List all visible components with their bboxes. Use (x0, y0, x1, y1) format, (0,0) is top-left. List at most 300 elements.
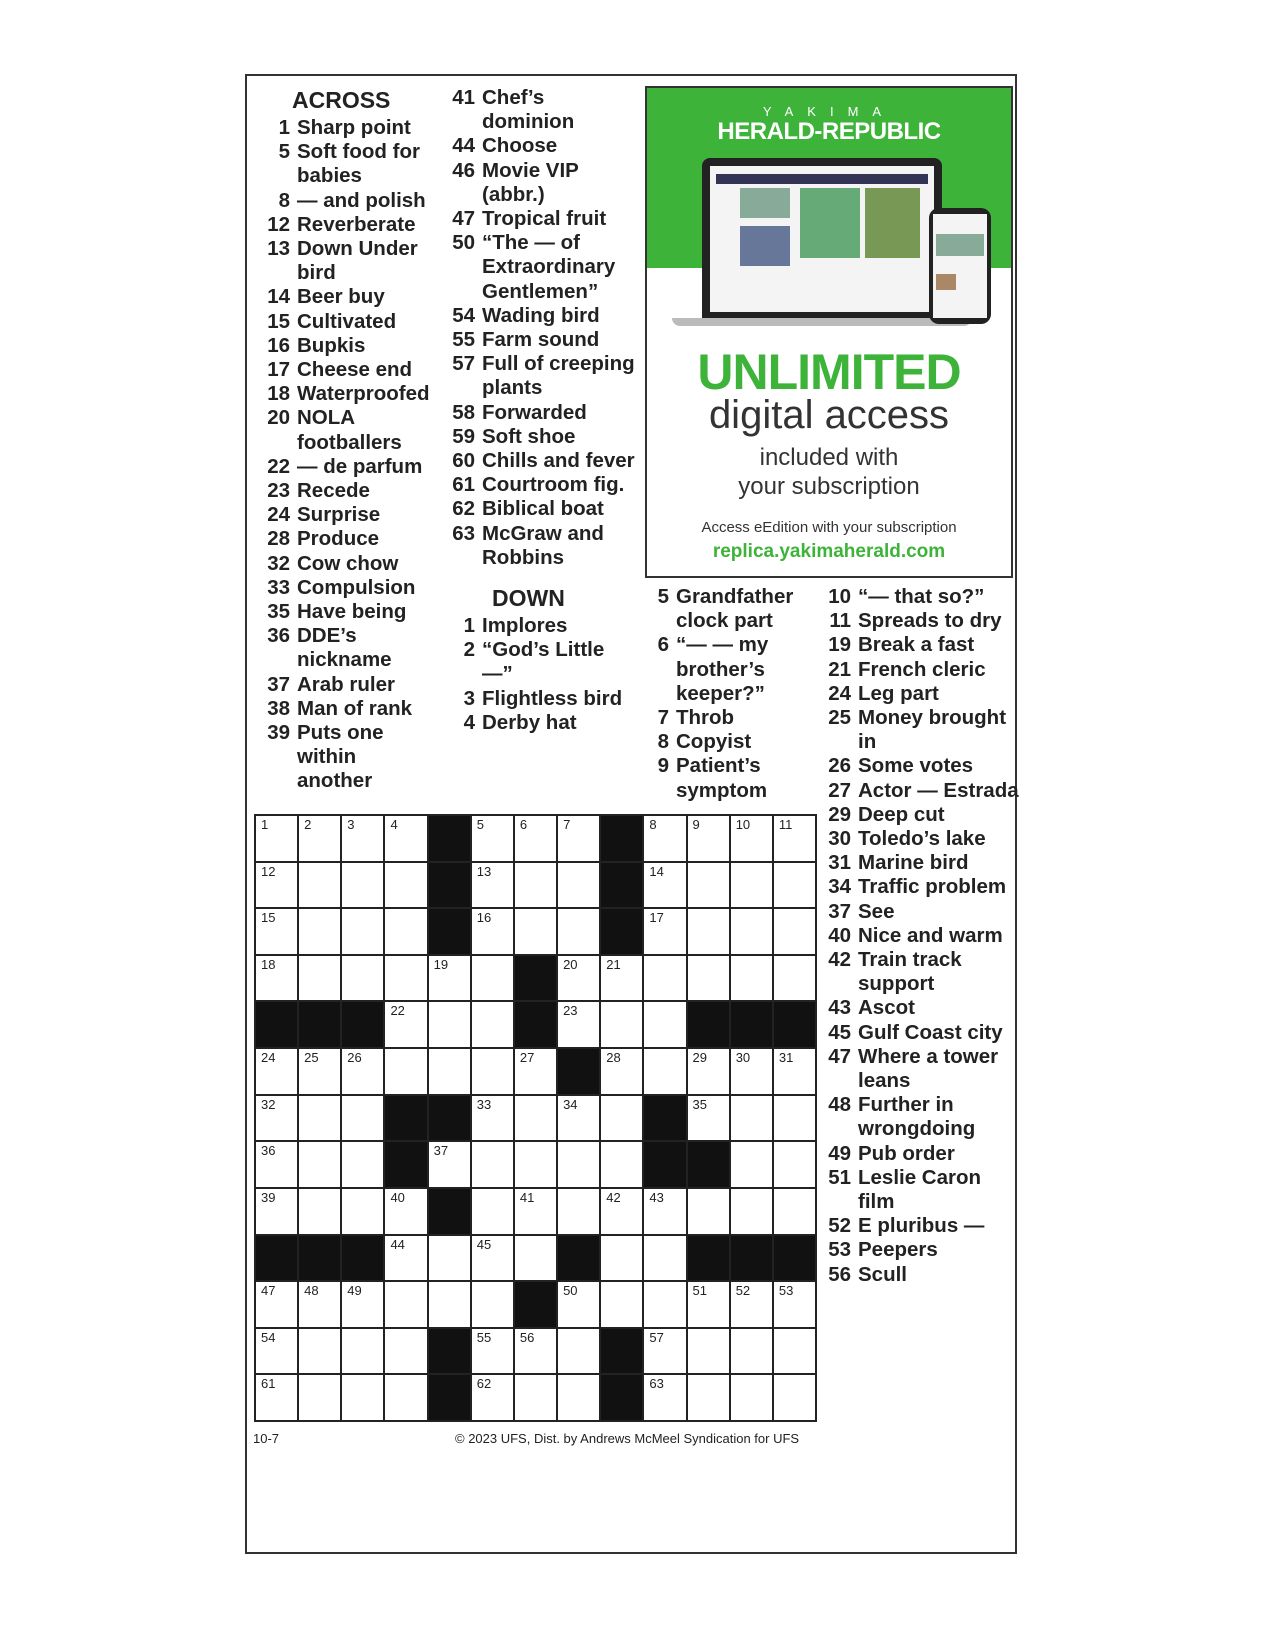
grid-cell[interactable] (558, 816, 599, 861)
clue-item[interactable] (823, 658, 1023, 682)
grid-block (429, 1189, 470, 1234)
down-header: DOWN (492, 585, 565, 612)
grid-cell[interactable] (688, 816, 729, 861)
grid-block (342, 1002, 383, 1047)
clue-text: “— — my brother’s keeper?” (676, 633, 769, 705)
clue-item[interactable] (641, 730, 816, 754)
cell-number: 45 (476, 1236, 492, 1252)
grid-cell[interactable] (644, 1329, 685, 1374)
clue-item[interactable] (447, 497, 637, 521)
clue-number: 54 (452, 303, 475, 327)
grid-cell[interactable] (644, 956, 685, 1001)
clue-item[interactable] (262, 334, 432, 358)
clue-number: 8 (657, 730, 669, 754)
grid-cell[interactable] (731, 863, 772, 908)
clue-item[interactable] (823, 585, 1023, 609)
grid-cell[interactable] (688, 1282, 729, 1327)
clue-item[interactable] (641, 585, 816, 633)
grid-block (601, 816, 642, 861)
grid-cell[interactable] (774, 1096, 815, 1141)
clue-item[interactable] (823, 1142, 1023, 1166)
grid-cell[interactable] (472, 1189, 513, 1234)
cell-number: 40 (390, 1189, 405, 1205)
clue-item[interactable] (447, 638, 637, 686)
clue-text: Break a fast (858, 633, 975, 657)
clue-item[interactable] (262, 189, 432, 213)
clue-item[interactable] (447, 207, 637, 231)
grid-cell[interactable] (774, 1282, 815, 1327)
clue-text: Flightless bird (482, 686, 623, 710)
grid-cell[interactable] (601, 1236, 642, 1281)
grid-cell[interactable] (299, 816, 340, 861)
clue-item[interactable] (262, 310, 432, 334)
clue-item[interactable] (823, 682, 1023, 706)
clue-number: 51 (828, 1165, 851, 1189)
grid-block (299, 1236, 340, 1281)
grid-cell[interactable] (688, 1375, 729, 1420)
clue-item[interactable] (262, 116, 432, 140)
grid-cell[interactable] (256, 1096, 297, 1141)
cell-number: 32 (261, 1096, 276, 1112)
grid-cell[interactable] (515, 909, 556, 954)
grid-cell[interactable] (558, 863, 599, 908)
grid-cell[interactable] (385, 816, 426, 861)
clue-item[interactable] (823, 827, 1023, 851)
clue-item[interactable] (447, 328, 637, 352)
grid-cell[interactable] (774, 956, 815, 1001)
cell-number: 15 (261, 910, 276, 926)
grid-cell[interactable] (472, 816, 513, 861)
grid-cell[interactable] (299, 1096, 340, 1141)
grid-cell[interactable] (644, 1236, 685, 1281)
clue-item[interactable] (262, 455, 432, 479)
clue-item[interactable] (262, 406, 432, 454)
cell-number: 20 (563, 956, 578, 972)
cell-number: 9 (692, 817, 700, 832)
clue-item[interactable] (823, 1263, 1023, 1287)
clue-text: Gulf Coast city (858, 1020, 1003, 1044)
grid-cell[interactable] (774, 1329, 815, 1374)
grid-cell[interactable] (731, 1329, 772, 1374)
clue-number: 37 (828, 899, 851, 923)
grid-cell[interactable] (472, 1282, 513, 1327)
ad-included-line1: included with (759, 444, 899, 471)
grid-cell[interactable] (385, 1329, 426, 1374)
clue-item[interactable] (262, 237, 432, 285)
grid-cell[interactable] (342, 1189, 383, 1234)
clue-text: Bupkis (297, 333, 366, 357)
clue-text: Patient’s symptom (676, 754, 768, 802)
clue-item[interactable] (262, 285, 432, 309)
grid-cell[interactable] (472, 909, 513, 954)
grid-cell[interactable] (299, 1375, 340, 1420)
clue-item[interactable] (823, 609, 1023, 633)
grid-cell[interactable] (601, 1282, 642, 1327)
grid-cell[interactable] (256, 909, 297, 954)
grid-cell[interactable] (601, 1002, 642, 1047)
grid-block (256, 1002, 297, 1047)
grid-cell[interactable] (472, 1049, 513, 1094)
clue-item[interactable] (823, 754, 1023, 778)
cell-number: 11 (778, 817, 793, 832)
grid-cell[interactable] (731, 1282, 772, 1327)
clue-item[interactable] (641, 754, 816, 802)
ad-brand-top: YAKIMA (762, 104, 896, 119)
clue-number: 38 (267, 696, 290, 720)
clue-number: 23 (267, 479, 290, 503)
grid-cell[interactable] (558, 909, 599, 954)
grid-cell[interactable] (558, 956, 599, 1001)
clue-number: 3 (463, 686, 475, 710)
grid-cell[interactable] (688, 909, 729, 954)
clue-text: Produce (297, 527, 380, 551)
grid-cell[interactable] (515, 1049, 556, 1094)
ad-unlimited: UNLIMITED (697, 344, 961, 400)
grid-cell[interactable] (731, 1189, 772, 1234)
clue-item[interactable] (262, 624, 432, 672)
cell-number: 63 (649, 1376, 664, 1392)
cell-number: 47 (261, 1283, 276, 1299)
clue-text: Have being (297, 600, 407, 624)
grid-cell[interactable] (688, 863, 729, 908)
clue-text: — de parfum (297, 454, 423, 478)
grid-block (515, 1282, 556, 1327)
clue-item[interactable] (262, 213, 432, 237)
grid-cell[interactable] (385, 1375, 426, 1420)
copyright-notice: © 2023 UFS, Dist. by Andrews McMeel Syndication for UFS (455, 1431, 800, 1446)
clue-item[interactable] (447, 449, 637, 473)
clue-text: Soft shoe (482, 424, 576, 448)
grid-cell[interactable] (774, 863, 815, 908)
grid-cell[interactable] (601, 956, 642, 1001)
cell-number: 1 (261, 817, 269, 832)
clue-item[interactable] (262, 673, 432, 697)
grid-cell[interactable] (342, 1375, 383, 1420)
clue-item[interactable] (823, 996, 1023, 1020)
grid-cell[interactable] (688, 956, 729, 1001)
grid-block (688, 1236, 729, 1281)
grid-cell[interactable] (688, 1189, 729, 1234)
grid-block (385, 1142, 426, 1187)
grid-cell[interactable] (731, 816, 772, 861)
clue-item[interactable] (823, 1166, 1023, 1214)
clue-number: 13 (267, 237, 290, 261)
clue-item[interactable] (823, 1021, 1023, 1045)
clue-item[interactable] (262, 576, 432, 600)
clue-item[interactable] (823, 1093, 1023, 1141)
grid-cell[interactable] (558, 1189, 599, 1234)
grid-block (429, 863, 470, 908)
grid-cell[interactable] (342, 1142, 383, 1187)
grid-cell[interactable] (429, 1002, 470, 1047)
grid-cell[interactable] (515, 863, 556, 908)
grid-cell[interactable] (558, 1375, 599, 1420)
clue-number: 27 (828, 778, 851, 802)
clue-item[interactable] (262, 140, 432, 188)
clue-item[interactable] (823, 779, 1023, 803)
clue-item[interactable] (447, 134, 637, 158)
clue-item[interactable] (447, 401, 637, 425)
grid-cell[interactable] (342, 816, 383, 861)
clue-number: 60 (452, 449, 475, 473)
clue-item[interactable] (823, 706, 1023, 754)
clue-text: Tropical fruit (482, 207, 607, 231)
clue-number: 25 (828, 706, 851, 730)
grid-cell[interactable] (429, 1049, 470, 1094)
clue-item[interactable] (447, 231, 637, 304)
grid-cell[interactable] (299, 1282, 340, 1327)
clue-item[interactable] (262, 479, 432, 503)
clue-text: Reverberate (297, 212, 416, 236)
cell-number: 8 (649, 817, 657, 832)
grid-cell[interactable] (342, 1049, 383, 1094)
grid-cell[interactable] (558, 1142, 599, 1187)
grid-cell[interactable] (385, 1049, 426, 1094)
cell-number: 29 (692, 1050, 707, 1066)
grid-cell[interactable] (731, 956, 772, 1001)
grid-cell[interactable] (774, 1142, 815, 1187)
grid-cell[interactable] (515, 1236, 556, 1281)
cell-number: 31 (778, 1050, 794, 1066)
grid-cell[interactable] (342, 863, 383, 908)
grid-cell[interactable] (601, 1049, 642, 1094)
ad-included (647, 443, 1011, 501)
grid-cell[interactable] (688, 1049, 729, 1094)
cell-number: 61 (261, 1376, 276, 1392)
clue-item[interactable] (447, 425, 637, 449)
clue-item[interactable] (823, 1238, 1023, 1262)
clue-text: E pluribus — (858, 1214, 985, 1238)
grid-cell[interactable] (385, 1236, 426, 1281)
grid-cell[interactable] (342, 1329, 383, 1374)
grid-cell[interactable] (299, 1142, 340, 1187)
grid-cell[interactable] (644, 1282, 685, 1327)
ad-included-line2: your subscription (738, 473, 920, 500)
grid-cell[interactable] (515, 1375, 556, 1420)
grid-cell[interactable] (688, 1329, 729, 1374)
clue-number: 19 (828, 633, 851, 657)
clue-item[interactable] (262, 697, 432, 721)
grid-cell[interactable] (558, 1096, 599, 1141)
grid-cell[interactable] (472, 1096, 513, 1141)
clue-item[interactable] (447, 352, 637, 400)
cell-number: 36 (261, 1143, 276, 1159)
grid-cell[interactable] (472, 1375, 513, 1420)
clue-number: 63 (452, 521, 475, 545)
grid-cell[interactable] (256, 816, 297, 861)
puzzle-date: 10-7 (253, 1431, 280, 1446)
grid-cell[interactable] (515, 816, 556, 861)
grid-cell[interactable] (644, 863, 685, 908)
clue-number: 1 (463, 614, 475, 638)
grid-cell[interactable] (688, 1096, 729, 1141)
clue-item[interactable] (641, 633, 816, 706)
clue-number: 35 (267, 600, 290, 624)
clue-item[interactable] (447, 159, 637, 207)
ad-url-link[interactable]: replica.yakimaherald.com (712, 541, 946, 562)
grid-cell[interactable] (299, 956, 340, 1001)
clue-item[interactable] (447, 687, 637, 711)
grid-cell[interactable] (429, 1142, 470, 1187)
grid-cell[interactable] (644, 1002, 685, 1047)
grid-cell[interactable] (774, 1049, 815, 1094)
clue-text: McGraw and Robbins (482, 521, 604, 569)
grid-cell[interactable] (472, 1142, 513, 1187)
grid-cell[interactable] (644, 909, 685, 954)
grid-cell[interactable] (342, 1096, 383, 1141)
clue-item[interactable] (262, 503, 432, 527)
clue-text: Leg part (858, 681, 939, 705)
clue-number: 18 (267, 382, 290, 406)
grid-block (601, 1375, 642, 1420)
grid-cell[interactable] (256, 956, 297, 1001)
grid-cell[interactable] (774, 1375, 815, 1420)
clue-item[interactable] (447, 711, 637, 735)
grid-cell[interactable] (299, 1329, 340, 1374)
grid-cell[interactable] (299, 1049, 340, 1094)
grid-cell[interactable] (731, 1142, 772, 1187)
grid-cell[interactable] (256, 1189, 297, 1234)
clue-number: 45 (828, 1020, 851, 1044)
clue-item[interactable] (447, 522, 637, 570)
grid-cell[interactable] (601, 1142, 642, 1187)
clue-number: 47 (452, 207, 475, 231)
clue-text: Deep cut (858, 802, 945, 826)
grid-cell[interactable] (644, 1049, 685, 1094)
grid-cell[interactable] (558, 1329, 599, 1374)
clue-item[interactable] (447, 304, 637, 328)
cell-number: 35 (692, 1096, 707, 1112)
grid-cell[interactable] (256, 1049, 297, 1094)
grid-cell[interactable] (429, 1236, 470, 1281)
clue-text: Soft food for babies (297, 140, 420, 188)
grid-cell[interactable] (774, 1189, 815, 1234)
clue-item[interactable] (262, 552, 432, 576)
grid-cell[interactable] (515, 1329, 556, 1374)
grid-cell[interactable] (472, 1002, 513, 1047)
clue-number: 40 (828, 923, 851, 947)
clue-text: NOLA footballers (297, 406, 402, 454)
grid-cell[interactable] (644, 1189, 685, 1234)
grid-cell[interactable] (429, 956, 470, 1001)
grid-cell[interactable] (731, 1375, 772, 1420)
grid-cell[interactable] (299, 863, 340, 908)
grid-cell[interactable] (731, 1049, 772, 1094)
grid-cell[interactable] (299, 909, 340, 954)
clue-number: 30 (828, 827, 851, 851)
clue-item[interactable] (447, 86, 637, 134)
grid-cell[interactable] (472, 863, 513, 908)
grid-cell[interactable] (515, 1189, 556, 1234)
grid-cell[interactable] (385, 1282, 426, 1327)
clue-number: 34 (828, 875, 851, 899)
grid-cell[interactable] (385, 863, 426, 908)
clue-item[interactable] (823, 948, 1023, 996)
grid-cell[interactable] (256, 1142, 297, 1187)
clue-text: Pub order (858, 1141, 955, 1165)
clue-item[interactable] (262, 527, 432, 551)
cell-number: 7 (563, 817, 571, 832)
clue-text: Spreads to dry (858, 609, 1002, 633)
cell-number: 2 (304, 817, 312, 832)
clue-number: 4 (463, 710, 475, 734)
cell-number: 16 (476, 910, 492, 926)
grid-cell[interactable] (644, 816, 685, 861)
grid-cell[interactable] (256, 863, 297, 908)
grid-cell[interactable] (342, 956, 383, 1001)
clue-text: Wading bird (482, 303, 600, 327)
grid-cell[interactable] (731, 909, 772, 954)
grid-cell[interactable] (299, 1189, 340, 1234)
clue-text: Puts one within another (297, 721, 384, 793)
clue-item[interactable] (823, 1045, 1023, 1093)
clue-item[interactable] (823, 924, 1023, 948)
clue-item[interactable] (823, 851, 1023, 875)
grid-cell[interactable] (774, 909, 815, 954)
grid-cell[interactable] (601, 1096, 642, 1141)
clue-text: Recede (297, 479, 370, 503)
grid-cell[interactable] (256, 1375, 297, 1420)
clue-text: — and polish (297, 188, 426, 212)
cell-number: 17 (649, 910, 664, 926)
clue-item[interactable] (823, 875, 1023, 899)
grid-cell[interactable] (644, 1375, 685, 1420)
grid-cell[interactable] (601, 1189, 642, 1234)
grid-cell[interactable] (385, 956, 426, 1001)
clue-number: 55 (452, 328, 475, 352)
grid-cell[interactable] (429, 1282, 470, 1327)
grid-cell[interactable] (472, 1329, 513, 1374)
grid-cell[interactable] (515, 1096, 556, 1141)
grid-cell[interactable] (342, 909, 383, 954)
grid-cell[interactable] (385, 1189, 426, 1234)
clue-number: 43 (828, 996, 851, 1020)
clue-number: 58 (452, 400, 475, 424)
clue-item[interactable] (823, 633, 1023, 657)
grid-block (385, 1096, 426, 1141)
clue-item[interactable] (262, 382, 432, 406)
clue-item[interactable] (262, 721, 432, 794)
grid-cell[interactable] (515, 1142, 556, 1187)
grid-cell[interactable] (731, 1096, 772, 1141)
grid-cell[interactable] (558, 1282, 599, 1327)
clue-item[interactable] (823, 1214, 1023, 1238)
grid-cell[interactable] (385, 1002, 426, 1047)
clue-number: 26 (828, 754, 851, 778)
clue-item[interactable] (447, 473, 637, 497)
clue-number: 36 (267, 624, 290, 648)
clue-item[interactable] (262, 600, 432, 624)
clue-item[interactable] (262, 358, 432, 382)
clue-item[interactable] (447, 614, 637, 638)
grid-cell[interactable] (558, 1002, 599, 1047)
clue-item[interactable] (823, 900, 1023, 924)
grid-cell[interactable] (256, 1329, 297, 1374)
cell-number: 26 (347, 1050, 362, 1066)
clue-item[interactable] (641, 706, 816, 730)
clue-number: 6 (657, 633, 669, 657)
grid-cell[interactable] (774, 816, 815, 861)
grid-cell[interactable] (472, 1236, 513, 1281)
grid-cell[interactable] (385, 909, 426, 954)
clue-number: 28 (267, 527, 290, 551)
grid-cell[interactable] (472, 956, 513, 1001)
laptop-base (672, 318, 972, 326)
cell-number: 28 (606, 1050, 621, 1066)
grid-cell[interactable] (256, 1282, 297, 1327)
clue-item[interactable] (823, 803, 1023, 827)
grid-cell[interactable] (342, 1282, 383, 1327)
